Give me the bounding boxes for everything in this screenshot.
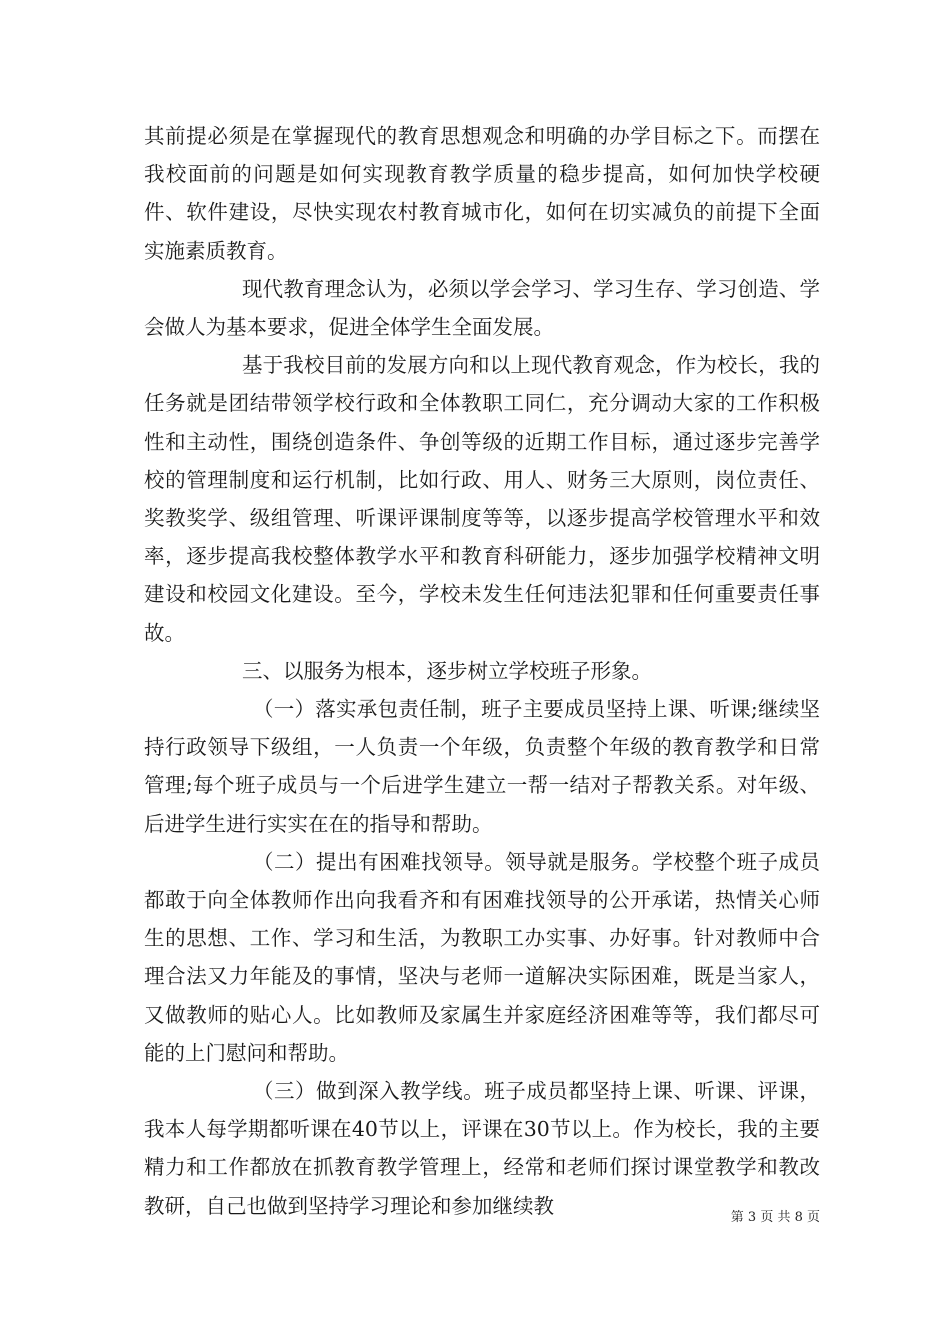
paragraph-item-one: （一）落实承包责任制，班子主要成员坚持上课、听课;继续坚持行政领导下级组，一人负责一个年级，负责整个年级的教育教学和日常管理;每个班子成员与一个后进学生建立一帮一结对子帮教关系。对年级、后进学生进行实实在在的指导和帮助。: [144, 697, 820, 836]
document-body: [144, 117, 820, 1225]
section-heading-service: 三、以服务为根本，逐步树立学校班子形象。: [242, 658, 652, 683]
paragraph-item-two: （二）提出有困难找领导。领导就是服务。学校整个班子成员都敢于向全体教师作出向我看齐和有困难找领导的公开承诺，热情关心师生的思想、工作、学习和生活，为教职工办实事、办好事。针对教师中合理合法又力年能及的事情，坚决与老师一道解决实际困难，既是当家人，又做教师的贴心人。比如教师及家属生并家庭经济困难等等，我们都尽可能的上门慰问和帮助。: [144, 849, 820, 1065]
paragraph-principal-task: 基于我校目前的发展方向和以上现代教育观念，作为校长，我的任务就是团结带领学校行政和全体教职工同仁，充分调动大家的工作积极性和主动性，围绕创造条件、争创等级的近期工作目标，通过逐步完善学校的管理制度和运行机制，比如行政、用人、财务三大原则，岗位责任、奖教奖学、级组管理、听课评课制度等等，以逐步提高学校管理水平和效率，逐步提高我校整体教学水平和教育科研能力，逐步加强学校精神文明建设和校园文化建设。至今，学校未发生任何违法犯罪和任何重要责任事故。: [144, 353, 820, 645]
paragraph-item-three: （三）做到深入教学线。班子成员都坚持上课、听课、评课，我本人每学期都听课在40节以上，评课在30节以上。作为校长，我的主要精力和工作都放在抓教育教学管理上，经常和老师们探讨课堂教学和教改教研，自己也做到坚持学习理论和参加继续教: [144, 1079, 820, 1218]
page-number-footer: 第 3 页 共 8 页: [730, 1210, 820, 1225]
paragraph-education-concept: 现代教育理念认为，必须以学会学习、学习生存、学习创造、学会做人为基本要求，促进全体学生全面发展。: [144, 276, 820, 340]
paragraph-continuation: 其前提必须是在掌握现代的教育思想观念和明确的办学目标之下。而摆在我校面前的问题是如何实现教育教学质量的稳步提高，如何加快学校硬件、软件建设，尽快实现农村教育城市化，如何在切实减负的前提下全面实施素质教育。: [144, 124, 820, 263]
